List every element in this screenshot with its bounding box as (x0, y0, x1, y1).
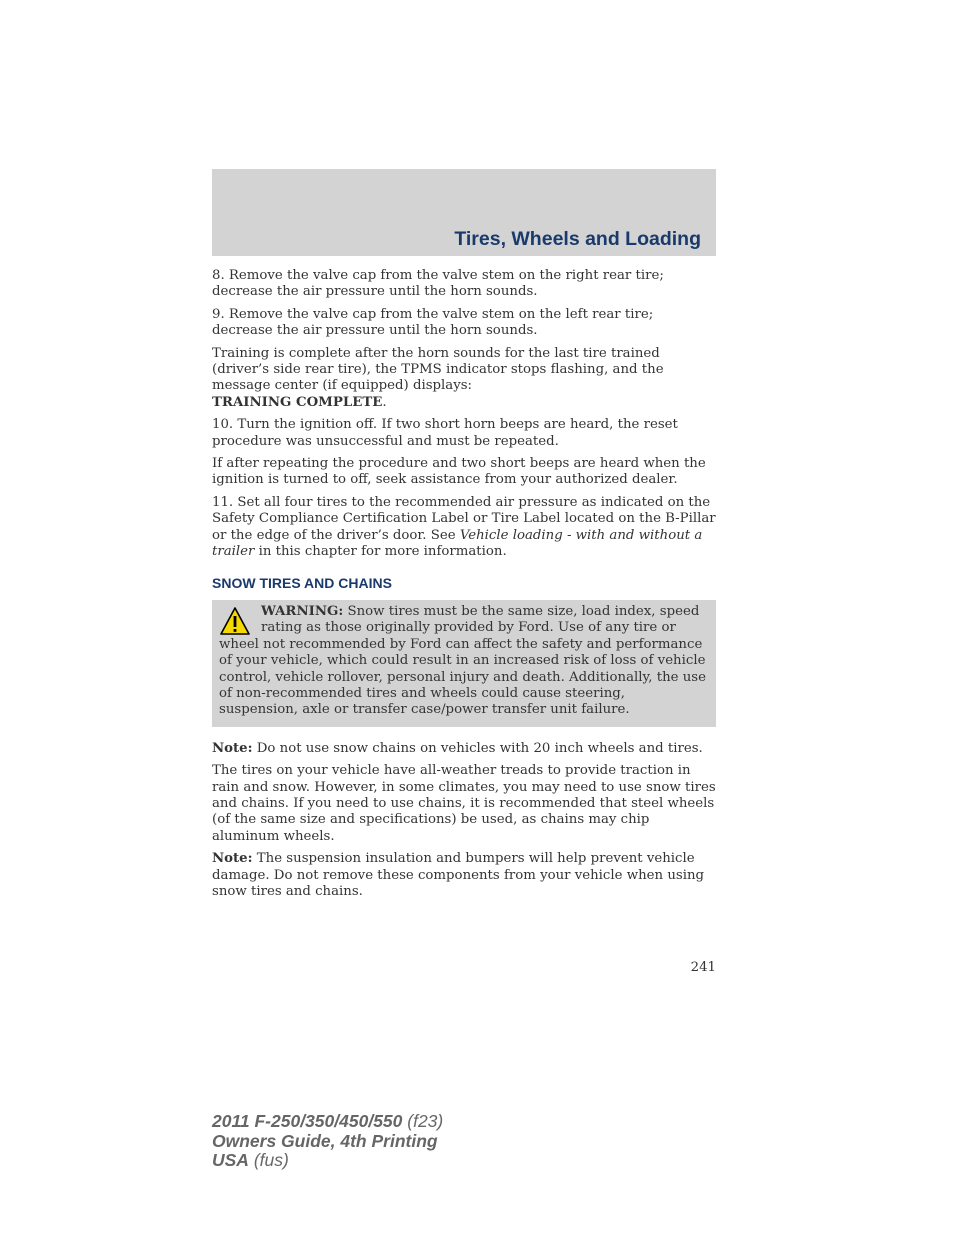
step-11-text-a: 11. Set all four tires to the recommended air pressure as indicated on the Safety Compliance Certification Label or Tire Label located on the B-Pillar or the edge of the driver’s door. See (212, 494, 716, 543)
training-complete-text: TRAINING COMPLETE (212, 394, 383, 410)
footer (212, 1112, 443, 1171)
vehicle-loading-reference: Vehicle loading - with and without a trailer (212, 527, 703, 560)
step-11 (212, 495, 716, 561)
note-1-label: Note: (212, 740, 253, 756)
warning-triangle-icon (219, 606, 251, 636)
training-text: Training is complete after the horn sounds for the last tire trained (driver’s side rear tire), the TPMS indicator stops flashing, and the message center (if equipped) displays: (212, 345, 664, 394)
training-period: . (382, 394, 387, 410)
footer-line-3 (212, 1151, 443, 1171)
step-8: 8. Remove the valve cap from the valve stem on the right rear tire; decrease the air pressure until the horn sounds. (212, 268, 664, 300)
header-band (212, 169, 716, 256)
chapter-title: Tires, Wheels and Loading (454, 228, 701, 250)
repeat-paragraph: If after repeating the procedure and two short beeps are heard when the ignition is turned to off, seek assistance from your authorized dealer. (212, 456, 706, 488)
warning-label: WARNING: (261, 603, 344, 619)
footer-line-1 (212, 1112, 443, 1132)
note-2-label: Note: (212, 851, 253, 867)
warning-text (219, 604, 708, 719)
footer-model-code: (f23) (402, 1111, 444, 1131)
footer-model: 2011 F-250/350/450/550 (212, 1111, 403, 1131)
footer-region-code: (fus) (248, 1150, 289, 1170)
note-1 (212, 741, 716, 757)
page-number: 241 (690, 960, 716, 975)
step-10: 10. Turn the ignition off. If two short horn beeps are heard, the reset procedure was unsuccessful and must be repeated. (212, 417, 678, 449)
section-heading: SNOW TIRES AND CHAINS (212, 574, 392, 591)
footer-line-2 (212, 1132, 443, 1152)
footer-guide: Owners Guide, 4th Printing (212, 1130, 438, 1151)
tires-paragraph: The tires on your vehicle have all-weather treads to provide traction in rain and snow. However, in some climates, you may need to use snow tires and chains. If you need to use chains, it is recommended that steel wheels (of the same size and specifications) be used, as chains may chip aluminum wheels. (212, 763, 716, 844)
note-1-text: Do not use snow chains on vehicles with 20 inch wheels and tires. (252, 740, 703, 756)
footer-region: USA (212, 1150, 249, 1170)
page-content (212, 268, 716, 906)
step-11-text-b: in this chapter for more information. (254, 544, 507, 560)
training-paragraph (212, 346, 716, 412)
warning-body: Snow tires must be the same size, load index, speed rating as those originally provided by Ford. Use of any tire or wheel not recommended by Ford can affect the safety and performance of your vehicle, which could result in an increased risk of loss of vehicle control, vehicle rollover, personal injury and death. Additionally, the use of non-recommended tires and wheels could cause steering, suspension, axle or transfer case/power transfer unit failure. (219, 603, 706, 718)
step-9: 9. Remove the valve cap from the valve stem on the left rear tire; decrease the air pressure until the horn sounds. (212, 306, 654, 339)
note-2 (212, 851, 716, 900)
note-2-text: The suspension insulation and bumpers will help prevent vehicle damage. Do not remove these components from your vehicle when using snow tires and chains. (212, 851, 705, 899)
warning-box (212, 600, 716, 727)
